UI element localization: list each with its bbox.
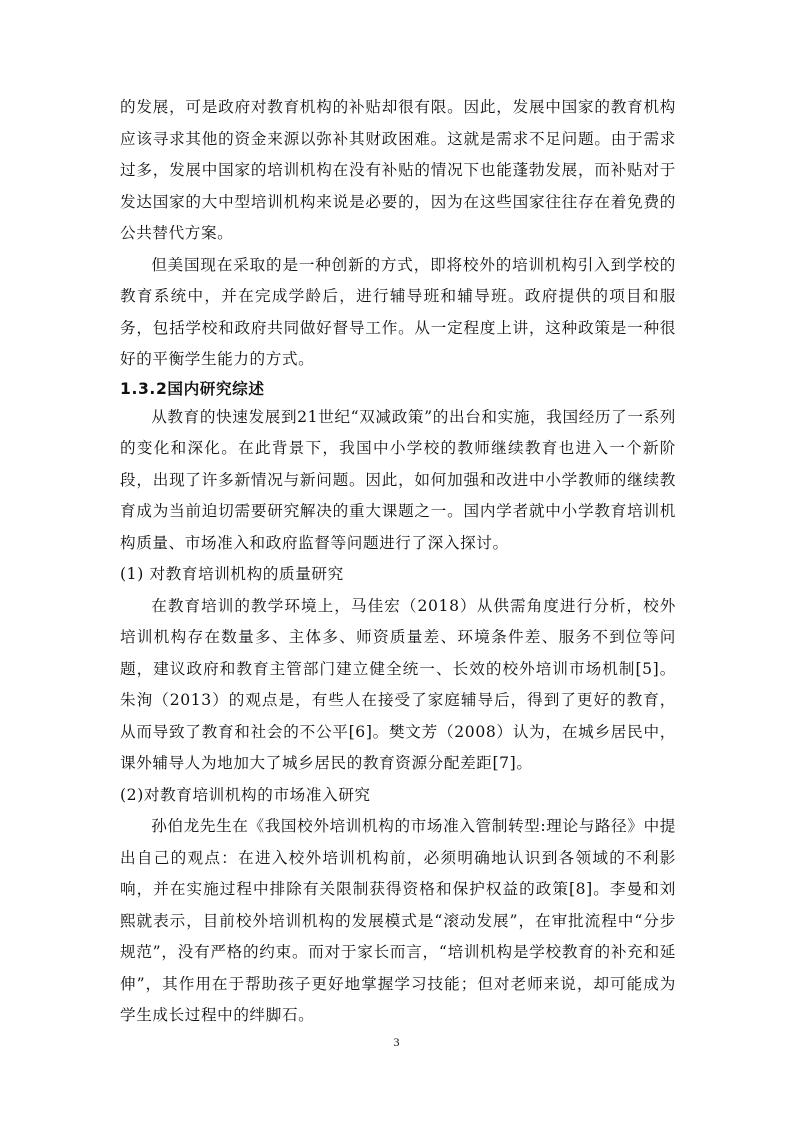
body-text	[120, 92, 676, 1032]
paragraph-domestic-overview: 从教育的快速发展到21世纪“双减政策”的出台和实施，我国经历了一系列的变化和深化。在此背景下，我国中小学校的教师继续教育也进入一个新阶段，出现了许多新情况与新问题。因此，如何加强和改进中小学教师的继续教育成为当前迫切需要研究解决的重大课题之一。国内学者就中小学教育培训机构质量、市场准入和政府监督等问题进行了深入探讨。	[120, 407, 676, 552]
section-heading: 1.3.2国内研究综述	[120, 379, 265, 398]
page-number: 3	[393, 1035, 400, 1049]
subheading-market-access: (2)对教育培训机构的市场准入研究	[120, 785, 371, 804]
subheading-quality: (1) 对教育培训机构的质量研究	[120, 565, 344, 583]
paragraph-market-access: 孙伯龙先生在《我国校外培训机构的市场准入管制转型:理论与路径》中提出自己的观点：在进入校外培训机构前，必须明确地认识到各领域的不利影响，并在实施过程中排除有关限制获得资格和保护权益的政策[8]。李曼和刘熙就表示，目前校外培训机构的发展模式是“滚动发展”，在审批流程中“分步规范”，没有严格的约束。而对于家长而言，“培训机构是学校教育的补充和延伸”，其作用在于帮助孩子更好地掌握学习技能；但对老师来说，却可能成为学生成长过程中的绊脚石。	[120, 817, 676, 1024]
paragraph-funding: 的发展，可是政府对教育机构的补贴却很有限。因此，发展中国家的教育机构应该寻求其他的资金来源以弥补其财政困难。这就是需求不足问题。由于需求过多，发展中国家的培训机构在没有补贴的情况下也能蓬勃发展，而补贴对于发达国家的大中型培训机构来说是必要的，因为在这些国家往往存在着免费的公共替代方案。	[120, 98, 676, 242]
paragraph-quality: 在教育培训的教学环境上，马佳宏（2018）从供需角度进行分析，校外培训机构存在数量多、主体多、师资质量差、环境条件差、服务不到位等问题，建议政府和教育主管部门建立健全统一、长效的校外培训市场机制[5]。朱洵（2013）的观点是，有些人在接受了家庭辅导后，得到了更好的教育，从而导致了教育和社会的不公平[6]。樊文芳（2008）认为，在城乡居民中，课外辅导人为地加大了城乡居民的教育资源分配差距[7]。	[120, 596, 676, 772]
paragraph-us-approach: 但美国现在采取的是一种创新的方式，即将校外的培训机构引入到学校的教育系统中，并在完成学龄后，进行辅导班和辅导班。政府提供的项目和服务，包括学校和政府共同做好督导工作。从一定程度上讲，这种政策是一种很好的平衡学生能力的方式。	[120, 255, 676, 368]
